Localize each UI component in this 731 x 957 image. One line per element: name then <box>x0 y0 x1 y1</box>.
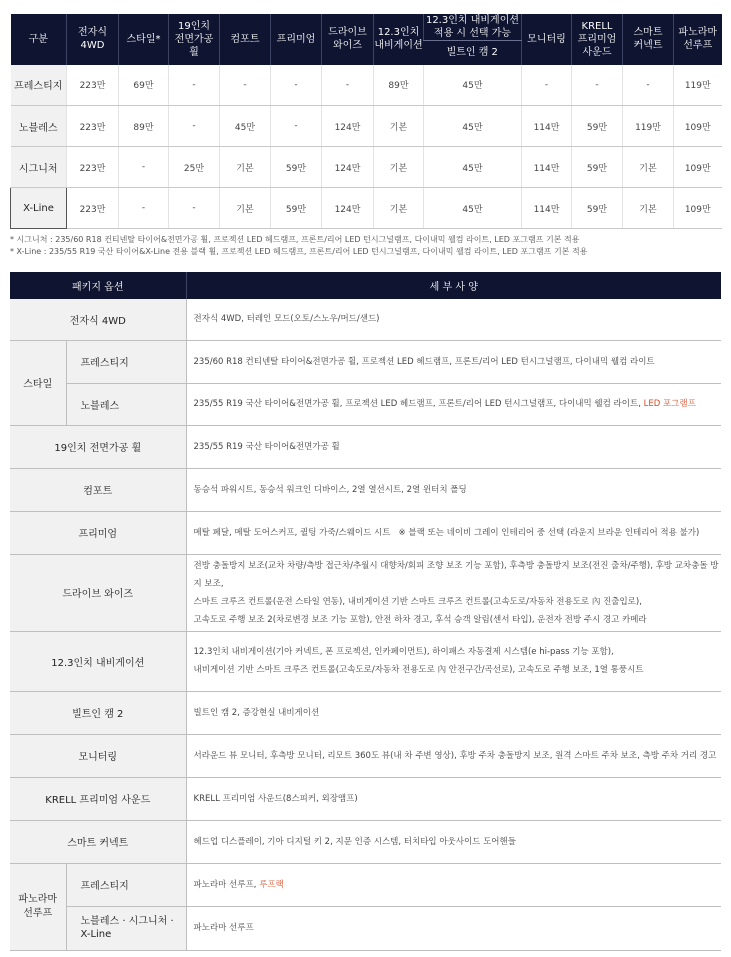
header-smart-connect: 스마트 커넥트 <box>623 14 674 65</box>
header-4wd: 전자식 4WD <box>67 14 119 65</box>
option-name: 컴포트 <box>10 468 186 511</box>
sub-option-name: 노블레스 · 시그니처 · X-Line <box>66 906 186 950</box>
header-navigation: 12.3인치 내비게이션 <box>374 14 424 65</box>
price-cell: 45만 <box>424 106 522 147</box>
header-package-option: 패키지 옵션 <box>10 272 186 299</box>
price-cell: 223만 <box>67 65 119 106</box>
detail-text: 파노라마 선루프, <box>193 879 260 890</box>
price-cell: 기본 <box>374 106 424 147</box>
package-row-19-wheel <box>10 425 721 468</box>
price-cell: 114만 <box>522 106 572 147</box>
price-cell: - <box>119 188 169 229</box>
option-detail: 서라운드 뷰 모니터, 후측방 모니터, 리모트 360도 뷰(내 차 주변 영상), 후방 주차 충돌방지 보조, 원격 스마트 주차 보조, 측방 주차 거리 경고 <box>186 734 721 777</box>
option-detail: KRELL 프리미엄 사운드(8스피커, 외장앰프) <box>186 777 721 820</box>
price-cell: 기본 <box>623 188 674 229</box>
price-cell: 124만 <box>322 147 374 188</box>
price-cell: - <box>522 65 572 106</box>
package-row-comfort <box>10 468 721 511</box>
option-detail <box>186 554 721 631</box>
price-cell: - <box>271 106 322 147</box>
package-row-drive-wise <box>10 554 721 631</box>
price-cell: 223만 <box>67 188 119 229</box>
package-row-style-noblesse <box>10 383 721 425</box>
option-name: 빌트인 캠 2 <box>10 691 186 734</box>
option-detail <box>186 863 721 906</box>
price-cell: 기본 <box>220 188 271 229</box>
option-detail: 전자식 4WD, 터레인 모드(오토/스노우/머드/샌드) <box>186 299 721 340</box>
package-row-premium <box>10 511 721 554</box>
header-detail: 세 부 사 양 <box>186 272 721 299</box>
price-cell: 109만 <box>674 106 722 147</box>
sub-option-name: 프레스티지 <box>66 340 186 383</box>
option-detail: 파노라마 선루프 <box>186 906 721 950</box>
price-cell: - <box>220 65 271 106</box>
price-cell: 119만 <box>674 65 722 106</box>
detail-text: 235/55 R19 국산 타이어&전면가공 휠, 프로젝션 LED 헤드램프, 프론트/리어 LED 턴시그널램프, 다이내믹 웰컴 라이트, <box>193 399 644 409</box>
option-name: KRELL 프리미엄 사운드 <box>10 777 186 820</box>
header-panorama: 파노라마 선루프 <box>674 14 722 65</box>
price-cell: - <box>322 65 374 106</box>
detail-highlight: 루프랙 <box>259 879 284 890</box>
detail-highlight: LED 포그램프 <box>643 399 696 409</box>
price-row <box>11 65 722 106</box>
option-name: 모니터링 <box>10 734 186 777</box>
package-row-panorama-others <box>10 906 721 950</box>
price-row <box>11 147 722 188</box>
header-comfort: 컴포트 <box>220 14 271 65</box>
header-monitoring: 모니터링 <box>522 14 572 65</box>
package-row-4wd <box>10 299 721 340</box>
footnotes <box>10 234 721 258</box>
header-19-wheel: 19인치 전면가공 휠 <box>169 14 220 65</box>
price-cell: 114만 <box>522 147 572 188</box>
detail-line: 스마트 크루즈 컨트롤(운전 스타일 연동), 내비게이션 기반 스마트 크루즈 컨트롤(고속도로/자동차 전용도로 內 진출입로), <box>193 596 642 607</box>
price-cell: 기본 <box>374 188 424 229</box>
option-name: 19인치 전면가공 휠 <box>10 425 186 468</box>
price-cell: - <box>119 147 169 188</box>
option-name: 스타일 <box>10 340 66 425</box>
price-cell: 45만 <box>424 147 522 188</box>
detail-line: 내비게이션 기반 스마트 크루즈 컨트롤(고속도로/자동차 전용도로 內 안전구간/곡선로), 고속도로 주행 보조, 1열 통풍시트 <box>193 665 644 675</box>
header-style: 스타일* <box>119 14 169 65</box>
price-cell: 25만 <box>169 147 220 188</box>
option-detail <box>186 631 721 691</box>
price-cell: 114만 <box>522 188 572 229</box>
price-cell: 45만 <box>424 65 522 106</box>
header-drive-wise: 드라이브 와이즈 <box>322 14 374 65</box>
price-cell: 119만 <box>623 106 674 147</box>
trim-name: 프레스티지 <box>11 65 67 106</box>
price-cell: - <box>623 65 674 106</box>
header-premium: 프리미엄 <box>271 14 322 65</box>
package-row-style-prestige <box>10 340 721 383</box>
price-cell: 기본 <box>623 147 674 188</box>
trim-name: 시그니처 <box>11 147 67 188</box>
package-row-smart-connect <box>10 820 721 863</box>
option-name: 12.3인치 내비게이션 <box>10 631 186 691</box>
option-detail: 헤드업 디스플레이, 기아 디지털 키 2, 지문 인증 시스템, 터치타입 아웃사이드 도어핸들 <box>186 820 721 863</box>
price-cell: 89만 <box>119 106 169 147</box>
price-cell: 124만 <box>322 106 374 147</box>
package-row-panorama-prestige <box>10 863 721 906</box>
trim-name: 노블레스 <box>11 106 67 147</box>
sub-option-name: 프레스티지 <box>66 863 186 906</box>
option-detail: 메탈 페달, 메탈 도어스커프, 퀼팅 가죽/스웨이드 시트 ※ 블랙 또는 네이비 그레이 인테리어 중 선택 (라운지 브라운 인테리어 적용 불가) <box>186 511 721 554</box>
price-cell: - <box>169 188 220 229</box>
detail-line: 12.3인치 내비게이션(기아 커넥트, 폰 프로젝션, 인카페이먼트), 하이패스 자동결제 시스템(e hi-pass 기능 포함), <box>193 647 614 657</box>
price-cell: - <box>572 65 623 106</box>
option-name: 드라이브 와이즈 <box>10 554 186 631</box>
package-row-navigation <box>10 631 721 691</box>
option-detail: 동승석 파워시트, 동승석 워크인 디바이스, 2열 열선시트, 2열 윈터치 폴딩 <box>186 468 721 511</box>
price-row <box>11 106 722 147</box>
trim-name: X-Line <box>11 188 67 229</box>
price-cell: 124만 <box>322 188 374 229</box>
package-row-builtin-cam <box>10 691 721 734</box>
price-table <box>10 14 722 229</box>
price-cell: 223만 <box>67 106 119 147</box>
option-detail: 235/55 R19 국산 타이어&전면가공 휠 <box>186 425 721 468</box>
option-detail <box>186 383 721 425</box>
price-cell: 109만 <box>674 147 722 188</box>
price-cell: 59만 <box>572 147 623 188</box>
price-row <box>11 188 722 229</box>
option-name: 스마트 커넥트 <box>10 820 186 863</box>
price-cell: 45만 <box>220 106 271 147</box>
option-name: 파노라마 선루프 <box>10 863 66 950</box>
detail-line: 고속도로 주행 보조 2(차로변경 보조 기능 포함), 안전 하차 경고, 후석 승객 알림(센서 타입), 운전자 전방 주시 경고 카메라 <box>193 614 647 625</box>
footnote-signature: * 시그니처 : 235/60 R18 컨티넨탈 타이어&전면가공 휠, 프로젝션 LED 헤드램프, 프론트/리어 LED 턴시그널램프, 다이내믹 웰컴 라이트, LED 포그램프 기본 적용 <box>10 235 580 244</box>
option-detail: 빌트인 캠 2, 증강현실 내비게이션 <box>186 691 721 734</box>
price-cell: 59만 <box>271 147 322 188</box>
price-cell: - <box>271 65 322 106</box>
option-detail: 235/60 R18 컨티넨탈 타이어&전면가공 휠, 프로젝션 LED 헤드램프, 프론트/리어 LED 턴시그널램프, 다이내믹 웰컴 라이트 <box>186 340 721 383</box>
price-cell: - <box>169 106 220 147</box>
price-cell: - <box>169 65 220 106</box>
package-row-krell <box>10 777 721 820</box>
price-cell: 223만 <box>67 147 119 188</box>
detail-line: 전방 충돌방지 보조(교차 차량/측방 접근차/추월시 대향차/회피 조향 보조 기능 포함), 후측방 충돌방지 보조(전진 출차/주행), 후방 교차충돌 방지 보조, <box>193 560 719 589</box>
option-name: 전자식 4WD <box>10 299 186 340</box>
price-cell: 기본 <box>374 147 424 188</box>
sub-option-name: 노블레스 <box>66 383 186 425</box>
price-cell: 89만 <box>374 65 424 106</box>
price-cell: 기본 <box>220 147 271 188</box>
price-cell: 69만 <box>119 65 169 106</box>
option-name: 프리미엄 <box>10 511 186 554</box>
price-cell: 59만 <box>271 188 322 229</box>
price-cell: 109만 <box>674 188 722 229</box>
package-table <box>10 272 721 951</box>
header-krell: KRELL 프리미엄 사운드 <box>572 14 623 65</box>
header-navi-option: 12.3인치 내비게이션 적용 시 선택 가능 <box>424 14 522 41</box>
footnote-xline: * X-Line : 235/55 R19 국산 타이어&X-Line 전용 블랙 휠, 프로젝션 LED 헤드램프, 프론트/리어 LED 턴시그널램프, 다이내믹 웰컴 라이트, LED 포그램프 기본 적용 <box>10 247 588 256</box>
price-cell: 45만 <box>424 188 522 229</box>
header-builtin-cam: 빌트인 캠 2 <box>424 41 522 65</box>
header-division: 구분 <box>11 14 67 65</box>
price-cell: 59만 <box>572 106 623 147</box>
package-row-monitoring <box>10 734 721 777</box>
price-cell: 59만 <box>572 188 623 229</box>
